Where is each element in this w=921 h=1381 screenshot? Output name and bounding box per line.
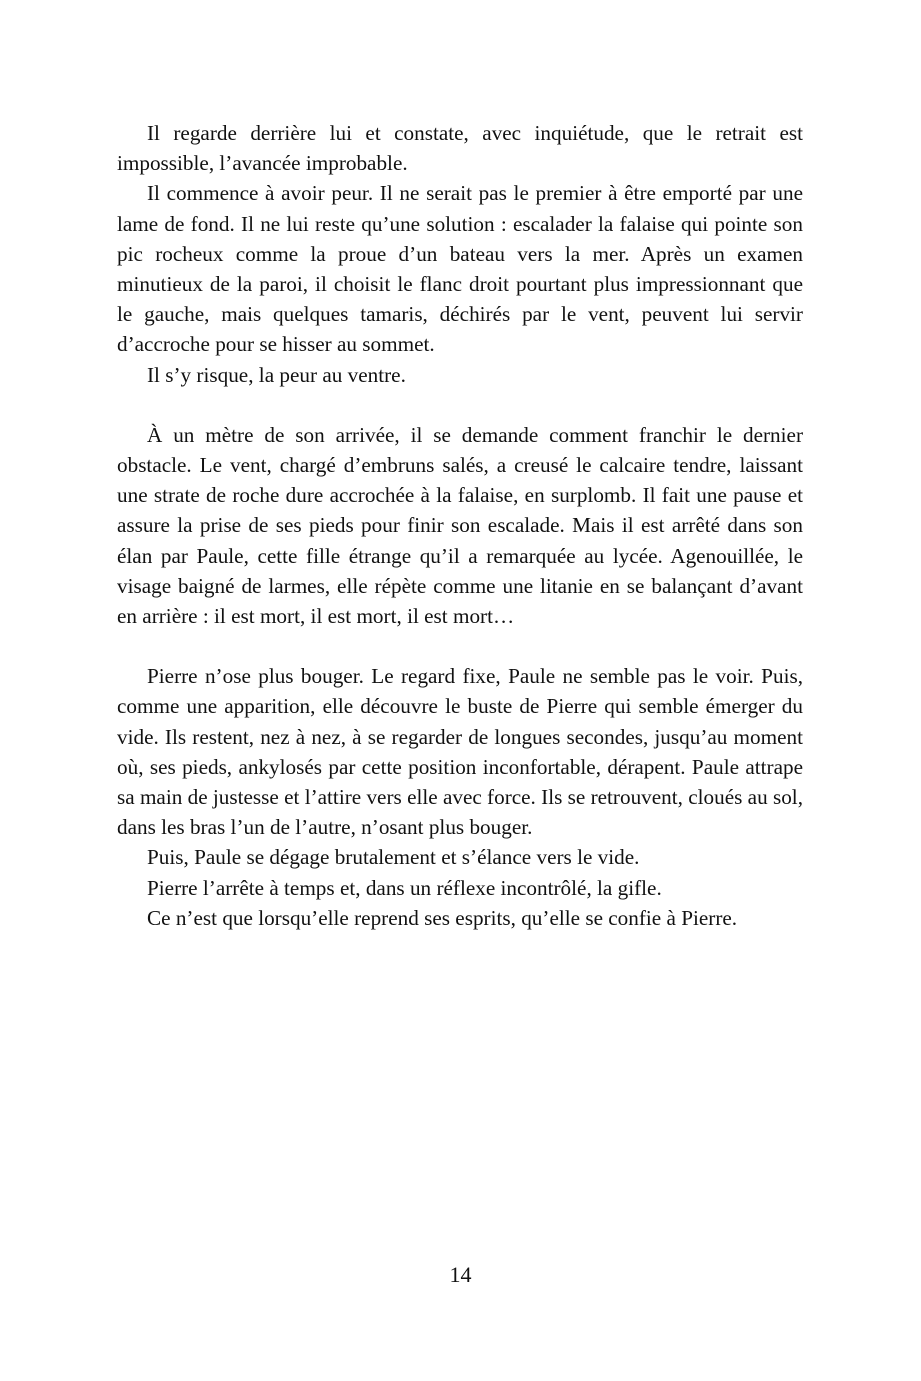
paragraph: Puis, Paule se dégage brutalement et s’élance vers le vide.	[147, 845, 640, 870]
page-number: 14	[449, 1262, 472, 1287]
paragraph: Il regarde derrière lui et constate, avec inquiétude, que le retrait est impossible, l’avancée improbable.	[117, 121, 803, 176]
paragraph: Il commence à avoir peur. Il ne serait pas le premier à être emporté par une lame de fond. Il ne lui reste qu’une solution : escalader la falaise qui pointe son pic rocheux comme la proue d’un bateau vers la mer. Après un examen minutieux de la paroi, il choisit le flanc droit pourtant plus impressionnant que le gauche, mais quelques tamaris, déchirés par le vent, peuvent lui servir d’accroche pour se hisser au sommet.	[117, 181, 803, 357]
section-break	[117, 631, 803, 661]
paragraph: Pierre n’ose plus bouger. Le regard fixe, Paule ne semble pas le voir. Puis, comme une apparition, elle découvre le buste de Pierre qui semble émerger du vide. Ils restent, nez à nez, à se regarder de longues secondes, jusqu’au moment où, ses pieds, ankylosés par cette position inconfortable, dérapent. Paule attrape sa main de justesse et l’attire vers elle avec force. Ils se retrouvent, cloués au sol, dans les bras l’un de l’autre, n’osant plus bouger.	[117, 664, 803, 840]
section-break	[117, 390, 803, 420]
text-block-2	[117, 420, 803, 631]
paragraph: À un mètre de son arrivée, il se demande comment franchir le dernier obstacle. Le vent, chargé d’embruns salés, a creusé le calcaire tendre, laissant une strate de roche dure accrochée à la falaise, en surplomb. Il fait une pause et assure la prise de ses pieds pour finir son escalade. Mais il est arrêté dans son élan par Paule, cette fille étrange qu’il a remarquée au lycée. Agenouillée, le visage baigné de larmes, elle répète comme une litanie en se balançant d’avant en arrière : il est mort, il est mort, il est mort…	[117, 422, 803, 629]
page-body	[117, 118, 803, 933]
text-block-1	[117, 118, 803, 390]
text-block-3	[117, 661, 803, 933]
paragraph: Pierre l’arrête à temps et, dans un réflexe incontrôlé, la gifle.	[147, 875, 662, 900]
paragraph: Il s’y risque, la peur au ventre.	[147, 362, 406, 387]
paragraph: Ce n’est que lorsqu’elle reprend ses esprits, qu’elle se confie à Pierre.	[147, 905, 738, 930]
